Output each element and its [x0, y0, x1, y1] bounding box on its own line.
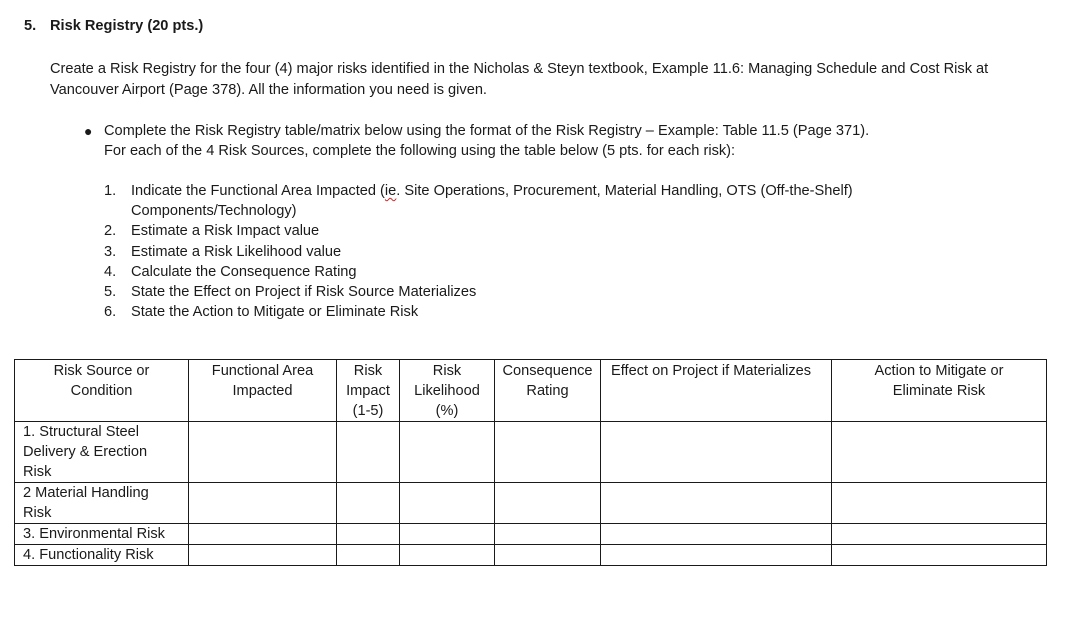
step-number: 5. — [104, 284, 117, 301]
step-3 — [104, 242, 1044, 262]
question-number: 5. — [24, 18, 37, 34]
step-text: State the Action to Mitigate or Eliminate Risk — [131, 304, 419, 321]
action-cell[interactable] — [832, 545, 1047, 566]
risk-impact-cell[interactable] — [337, 524, 400, 545]
step-number: 1. — [104, 183, 117, 199]
functional-area-cell[interactable] — [189, 422, 337, 483]
step-text: Calculate the Consequence Rating — [131, 263, 357, 280]
effect-cell[interactable] — [601, 524, 832, 545]
step-number: 6. — [104, 304, 117, 321]
header-functional-area: Functional Area Impacted — [189, 360, 337, 422]
step-1 — [104, 181, 1044, 221]
header-risk-impact: Risk Impact (1-5) — [337, 360, 400, 422]
effect-cell[interactable] — [601, 483, 832, 524]
step-text-post: . Site Operations, Procurement, Material Handling, OTS (Off-the-Shelf) — [396, 183, 853, 199]
risk-likelihood-cell[interactable] — [400, 483, 495, 524]
risk-likelihood-cell[interactable] — [400, 524, 495, 545]
header-risk-source: Risk Source or Condition — [15, 360, 189, 422]
table-row — [15, 483, 1047, 524]
step-text: State the Effect on Project if Risk Source Materializes — [131, 284, 477, 301]
consequence-rating-cell[interactable] — [495, 483, 601, 524]
risk-source-cell: 4. Functionality Risk — [15, 545, 189, 566]
consequence-rating-cell[interactable] — [495, 545, 601, 566]
action-cell[interactable] — [832, 524, 1047, 545]
step-text-continuation: Components/Technology) — [131, 203, 297, 220]
header-consequence-rating: Consequence Rating — [495, 360, 601, 422]
question-heading — [24, 18, 203, 34]
header-effect-on-project: Effect on Project if Materializes — [601, 360, 832, 422]
instruction-bullet — [78, 121, 1038, 161]
risk-source-cell: 2 Material Handling Risk — [15, 483, 189, 524]
risk-impact-cell[interactable] — [337, 422, 400, 483]
table-row — [15, 545, 1047, 566]
header-risk-likelihood: Risk Likelihood (%) — [400, 360, 495, 422]
bullet-icon: ● — [84, 123, 93, 139]
step-number: 3. — [104, 243, 117, 260]
table-row — [15, 524, 1047, 545]
risk-impact-cell[interactable] — [337, 483, 400, 524]
effect-cell[interactable] — [601, 422, 832, 483]
step-text: Estimate a Risk Impact value — [131, 223, 320, 240]
risk-likelihood-cell[interactable] — [400, 545, 495, 566]
functional-area-cell[interactable] — [189, 545, 337, 566]
step-6 — [104, 302, 1044, 322]
functional-area-cell[interactable] — [189, 483, 337, 524]
question-title: Risk Registry (20 pts.) — [50, 18, 204, 34]
step-text-pre: Indicate the Functional Area Impacted ( — [131, 183, 385, 199]
bullet-line-2: For each of the 4 Risk Sources, complete the following using the table below (5 pts. for each risk): — [104, 143, 736, 159]
action-cell[interactable] — [832, 483, 1047, 524]
step-2 — [104, 221, 1044, 241]
risk-source-cell: 3. Environmental Risk — [15, 524, 189, 545]
header-action-to-mitigate: Action to Mitigate or Eliminate Risk — [832, 360, 1047, 422]
step-5 — [104, 282, 1044, 302]
table-row — [15, 422, 1047, 483]
risk-impact-cell[interactable] — [337, 545, 400, 566]
header-row — [15, 360, 1047, 422]
consequence-rating-cell[interactable] — [495, 422, 601, 483]
functional-area-cell[interactable] — [189, 524, 337, 545]
step-number: 2. — [104, 223, 117, 240]
risk-registry-table — [14, 359, 1047, 566]
risk-source-cell: 1. Structural Steel Delivery & Erection Risk — [15, 422, 189, 483]
spellcheck-flagged-word[interactable]: ie — [384, 183, 397, 199]
risk-likelihood-cell[interactable] — [400, 422, 495, 483]
steps-list — [104, 181, 1044, 322]
intro-paragraph: Create a Risk Registry for the four (4) major risks identified in the Nicholas & Steyn textbook, Example 11.6: Managing Schedule and Cost Risk at Vancouver Airport (Page 378). All the information you need is given. — [50, 61, 989, 98]
bullet-line-1: Complete the Risk Registry table/matrix below using the format of the Risk Registry – Example: Table 11.5 (Page 371). — [104, 123, 870, 139]
consequence-rating-cell[interactable] — [495, 524, 601, 545]
step-4 — [104, 262, 1044, 282]
action-cell[interactable] — [832, 422, 1047, 483]
step-text: Estimate a Risk Likelihood value — [131, 243, 342, 260]
step-number: 4. — [104, 263, 117, 280]
effect-cell[interactable] — [601, 545, 832, 566]
